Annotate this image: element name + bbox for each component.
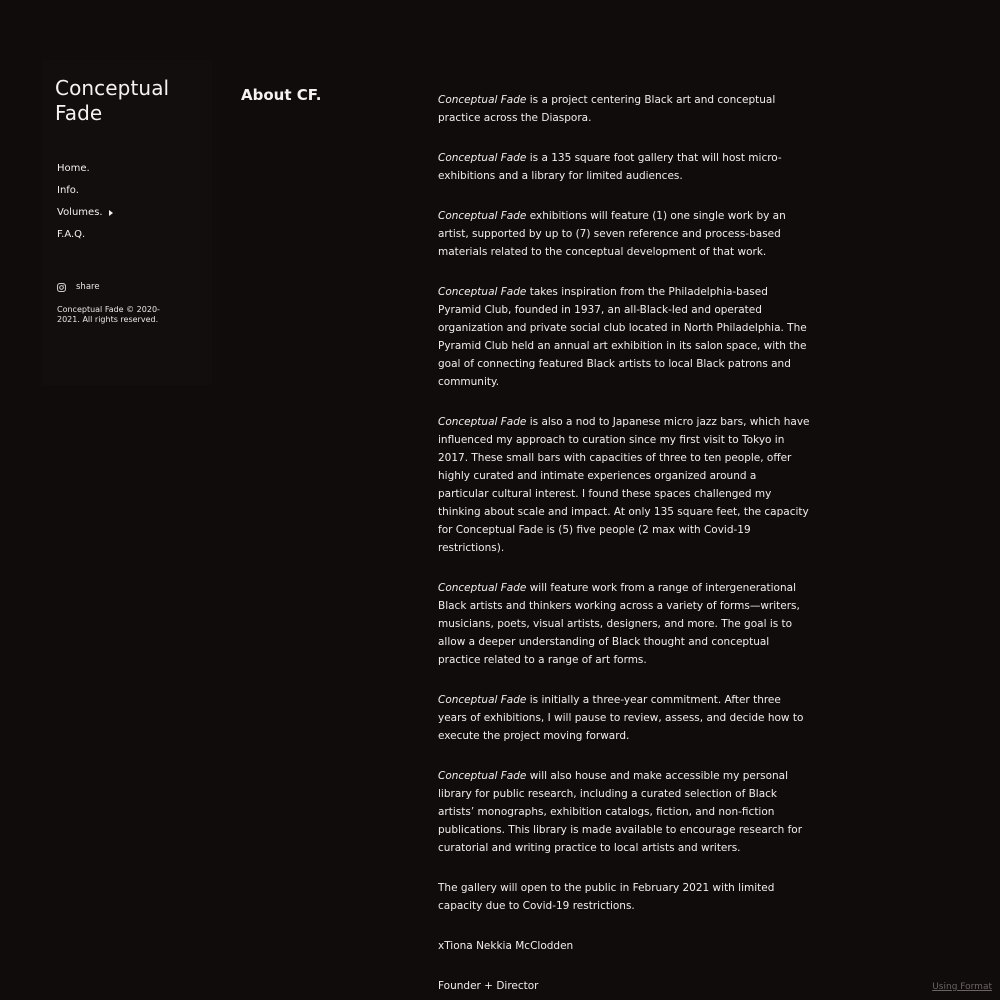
nav-item-label: Info.	[57, 185, 79, 196]
signature-role	[438, 977, 810, 995]
paragraph	[438, 207, 810, 261]
paragraph	[438, 767, 810, 857]
paragraph	[438, 879, 810, 915]
instagram-icon	[57, 283, 66, 292]
signature-name	[438, 937, 810, 955]
paragraph	[438, 691, 810, 745]
paragraph-emphasis: Conceptual Fade	[438, 210, 527, 222]
nav-item-info[interactable]	[57, 180, 113, 202]
nav-item-volumes[interactable]	[57, 202, 113, 224]
nav-item-home[interactable]	[57, 158, 113, 180]
paragraph-emphasis: Conceptual Fade	[438, 152, 527, 164]
copyright-text: Conceptual Fade © 2020-2021. All rights reserved.	[57, 305, 160, 324]
paragraph-emphasis: Conceptual Fade	[438, 416, 527, 428]
paragraph	[438, 91, 810, 127]
paragraph-emphasis: Conceptual Fade	[438, 94, 527, 106]
paragraph-text: is initially a three-year commitment. After three years of exhibitions, I will pause to review, assess, and decide how to execute the project moving forward.	[438, 694, 804, 742]
paragraph-text: takes inspiration from the Philadelphia-based Pyramid Club, founded in 1937, an all-Black-led and operated organization and private social club located in North Philadelphia. The Pyramid Club held an annual art exhibition in its salon space, with the goal of connecting featured Black artists to local Black patrons and community.	[438, 286, 807, 388]
paragraph-text: is a 135 square foot gallery that will host micro-exhibitions and a library for limited audiences.	[438, 152, 782, 182]
nav-item-label: Volumes.	[57, 207, 103, 218]
nav-item-faq[interactable]	[57, 224, 113, 246]
paragraph	[438, 283, 810, 391]
nav-item-label: F.A.Q.	[57, 229, 86, 240]
sidebar	[42, 60, 212, 385]
paragraph-text: is also a nod to Japanese micro jazz bars, which have influenced my approach to curation since my first visit to Tokyo in 2017. These small bars with capacities of three to ten people, offer highly curated and intimate experiences organized around a particular cultural interest. I found these spaces challenged my thinking about scale and impact. At only 135 square feet, the capacity for Conceptual Fade is (5) five people (2 max with Covid-19 restrictions).	[438, 416, 810, 554]
paragraph-emphasis: Conceptual Fade	[438, 770, 527, 782]
caret-right-icon	[109, 210, 113, 216]
paragraph-text: The gallery will open to the public in February 2021 with limited capacity due to Covid-19 restrictions.	[438, 882, 775, 912]
page-title: About CF.	[241, 86, 322, 104]
paragraph-text: exhibitions will feature (1) one single work by an artist, supported by up to (7) seven reference and process-based materials related to the conceptual development of that work.	[438, 210, 786, 258]
about-content	[438, 91, 810, 1000]
paragraph-text: will feature work from a range of intergenerational Black artists and thinkers working across a variety of forms—writers, musicians, poets, visual artists, designers, and more. The goal is to allow a deeper understanding of Black thought and conceptual practice related to a range of art forms.	[438, 582, 800, 666]
main-nav	[57, 158, 113, 246]
paragraph	[438, 413, 810, 557]
paragraph-emphasis: Conceptual Fade	[438, 582, 527, 594]
paragraph	[438, 149, 810, 185]
using-format-link[interactable]: Using Format	[932, 982, 992, 992]
nav-item-label: Home.	[57, 163, 90, 174]
paragraph-text: will also house and make accessible my personal library for public research, including a curated selection of Black artists’ monographs, exhibition catalogs, fiction, and non-fiction publications. This library is made available to encourage research for curatorial and writing practice to local artists and writers.	[438, 770, 803, 854]
site-title[interactable]: Conceptual Fade	[55, 76, 170, 125]
paragraph-text: Founder + Director	[438, 980, 539, 992]
paragraph-text: is a project centering Black art and conceptual practice across the Diaspora.	[438, 94, 776, 124]
paragraph-emphasis: Conceptual Fade	[438, 286, 527, 298]
paragraph-emphasis: Conceptual Fade	[438, 694, 527, 706]
share-label: share	[76, 282, 100, 292]
paragraph	[438, 579, 810, 669]
share-link[interactable]	[57, 282, 100, 292]
paragraph-text: xTiona Nekkia McClodden	[438, 940, 574, 952]
